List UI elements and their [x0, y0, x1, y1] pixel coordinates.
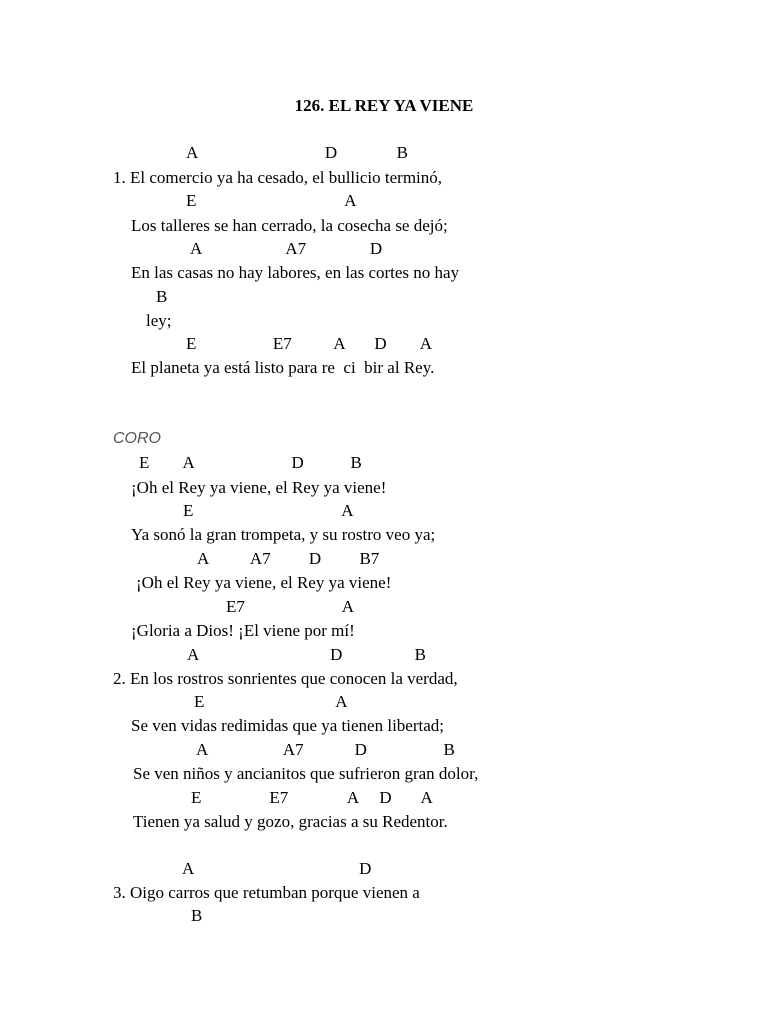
lyric-line: Los talleres se han cerrado, la cosecha se dejó; [131, 216, 448, 235]
chord-line: A A7 D B7 [197, 549, 380, 568]
lyric-line: En las casas no hay labores, en las cortes no hay [131, 263, 460, 282]
lyric-line: ¡Gloria a Dios! ¡El viene por mí! [131, 621, 355, 640]
chord-line: B [156, 287, 168, 306]
lyric-line: ¡Oh el Rey ya viene, el Rey ya viene! [131, 478, 387, 497]
chord-line: E E7 A D A [191, 788, 433, 807]
chord-line: E A [194, 692, 348, 711]
chord-line: A D B [186, 143, 408, 162]
chord-line: E E7 A D A [186, 334, 433, 353]
lyric-line: ley; [146, 311, 172, 330]
song-title: 126. EL REY YA VIENE [294, 96, 474, 115]
chord-line: A A7 D B [196, 740, 455, 759]
lyric-line: Ya sonó la gran trompeta, y su rostro veo ya; [131, 525, 436, 544]
lyric-line: 1. El comercio ya ha cesado, el bullicio terminó, [113, 168, 443, 187]
chord-line: E A D B [139, 453, 362, 472]
chord-line: B [191, 906, 203, 925]
chord-line: E A [186, 191, 357, 210]
lyric-line: 3. Oigo carros que retumban porque vienen a [113, 883, 420, 902]
chord-line: A A7 D [190, 239, 383, 258]
lyric-line: ¡Oh el Rey ya viene, el Rey ya viene! [136, 573, 392, 592]
lyric-line: 2. En los rostros sonrientes que conocen la verdad, [113, 669, 458, 688]
section-label-coro: CORO [113, 430, 161, 447]
lyric-line: Tienen ya salud y gozo, gracias a su Redentor. [133, 812, 448, 831]
chord-line: A D B [187, 645, 426, 664]
chord-line: E7 A [226, 597, 354, 616]
chord-line: A D [182, 859, 372, 878]
lyric-line: Se ven niños y ancianitos que sufrieron gran dolor, [133, 764, 479, 783]
lyric-line: Se ven vidas redimidas que ya tienen libertad; [131, 716, 444, 735]
chord-line: E A [183, 501, 354, 520]
lyric-line: El planeta ya está listo para re ci bir al Rey. [131, 358, 435, 377]
